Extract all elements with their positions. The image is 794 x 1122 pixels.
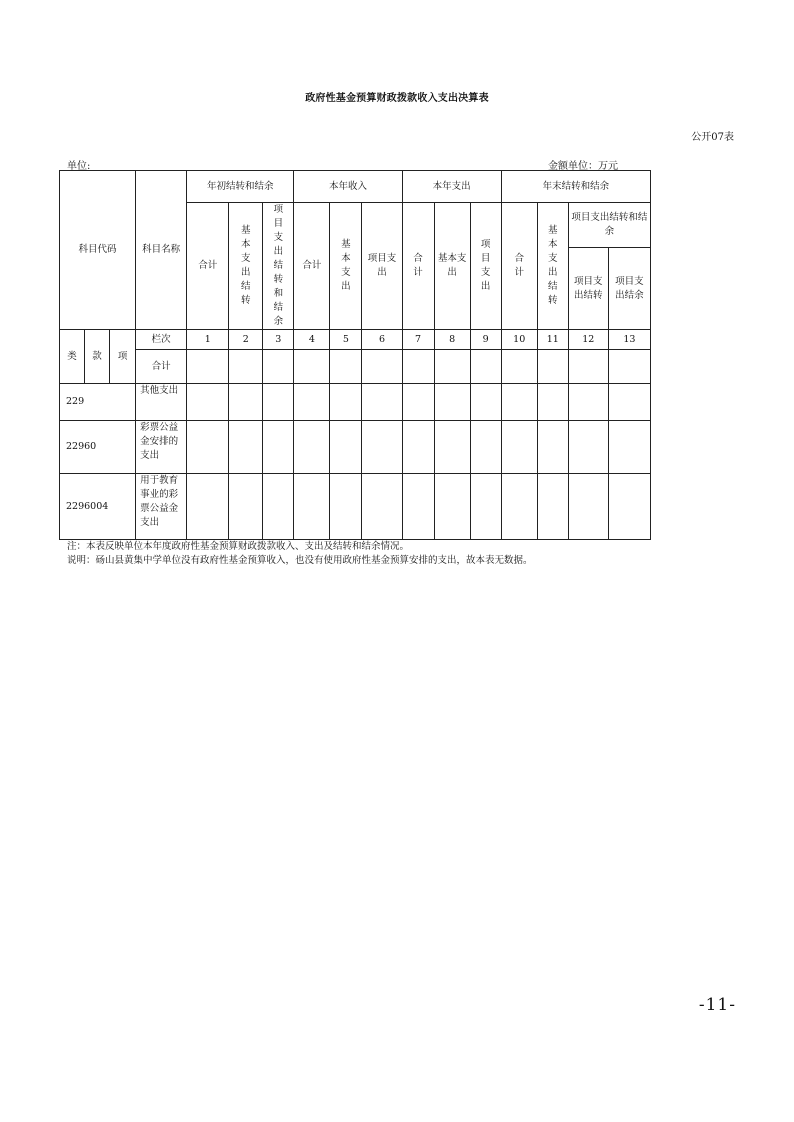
total-cell <box>470 350 501 384</box>
data-cell <box>434 384 470 421</box>
data-cell <box>568 474 608 540</box>
data-cell <box>537 474 568 540</box>
form-number: 公开07表 <box>691 132 734 143</box>
column-no: 8 <box>434 330 470 350</box>
header-end-project-surplus: 项目支出结余 <box>608 248 650 330</box>
notes <box>67 540 533 568</box>
data-cell <box>501 474 537 540</box>
data-cell <box>537 421 568 474</box>
data-cell <box>187 421 229 474</box>
header-group-expense: 本年支出 <box>402 171 501 203</box>
data-cell <box>263 384 294 421</box>
total-cell <box>434 350 470 384</box>
data-cell <box>263 421 294 474</box>
row-code: 2296004 <box>60 474 136 540</box>
total-cell <box>537 350 568 384</box>
header-expense-project: 项目支出 <box>470 203 501 330</box>
header-end-project-carry: 项目支出结转 <box>568 248 608 330</box>
total-cell <box>187 350 229 384</box>
header-subject-name: 科目名称 <box>136 171 187 330</box>
data-cell <box>434 474 470 540</box>
data-cell <box>470 384 501 421</box>
header-group-end: 年末结转和结余 <box>501 171 650 203</box>
total-cell <box>608 350 650 384</box>
header-begin-project: 项目支出结转和结余 <box>263 203 294 330</box>
report-table <box>59 170 651 540</box>
data-cell <box>501 421 537 474</box>
header-expense-total: 合计 <box>402 203 434 330</box>
column-no: 11 <box>537 330 568 350</box>
header-lei: 类 <box>60 330 85 384</box>
total-cell <box>501 350 537 384</box>
data-cell <box>402 421 434 474</box>
column-no: 5 <box>330 330 362 350</box>
header-end-basic: 基本支出结转 <box>537 203 568 330</box>
header-begin-basic: 基本支出结转 <box>229 203 263 330</box>
data-cell <box>537 384 568 421</box>
header-kuan: 款 <box>85 330 110 384</box>
data-cell <box>294 474 330 540</box>
table-row <box>60 421 651 474</box>
total-cell <box>294 350 330 384</box>
row-code: 229 <box>60 384 136 421</box>
data-cell <box>294 384 330 421</box>
total-cell <box>263 350 294 384</box>
page-number: -11- <box>698 995 736 1015</box>
total-cell <box>362 350 402 384</box>
unit-label: 单位: <box>67 161 91 172</box>
header-income-basic: 基本支出 <box>330 203 362 330</box>
note-explanation: 说明：砀山县黄集中学单位没有政府性基金预算收入，也没有使用政府性基金预算安排的支出，故本表无数据。 <box>67 555 533 566</box>
header-end-total: 合计 <box>501 203 537 330</box>
data-cell <box>402 384 434 421</box>
data-cell <box>470 421 501 474</box>
table-row <box>60 384 651 421</box>
total-cell <box>568 350 608 384</box>
amount-unit: 金额单位：万元 <box>548 161 618 172</box>
total-cell <box>229 350 263 384</box>
column-no: 6 <box>362 330 402 350</box>
row-name: 其他支出 <box>136 384 187 421</box>
data-cell <box>608 421 650 474</box>
row-code: 22960 <box>60 421 136 474</box>
table-row <box>60 474 651 540</box>
data-cell <box>229 474 263 540</box>
data-cell <box>229 421 263 474</box>
data-cell <box>434 421 470 474</box>
column-no: 9 <box>470 330 501 350</box>
total-cell <box>330 350 362 384</box>
report-title: 政府性基金预算财政拨款收入支出决算表 <box>305 93 489 104</box>
column-no: 12 <box>568 330 608 350</box>
data-cell <box>294 421 330 474</box>
header-xiang: 项 <box>110 330 136 384</box>
total-row-label: 合计 <box>136 350 187 384</box>
column-no-label: 栏次 <box>136 330 187 350</box>
data-cell <box>402 474 434 540</box>
data-cell <box>187 474 229 540</box>
data-cell <box>608 474 650 540</box>
column-no: 2 <box>229 330 263 350</box>
data-cell <box>470 474 501 540</box>
header-subject-code: 科目代码 <box>60 171 136 330</box>
data-cell <box>330 384 362 421</box>
header-group-begin: 年初结转和结余 <box>187 171 294 203</box>
column-no: 10 <box>501 330 537 350</box>
column-no: 7 <box>402 330 434 350</box>
column-no: 4 <box>294 330 330 350</box>
data-cell <box>501 384 537 421</box>
data-cell <box>568 421 608 474</box>
data-cell <box>362 421 402 474</box>
column-no: 13 <box>608 330 650 350</box>
column-no: 1 <box>187 330 229 350</box>
total-cell <box>402 350 434 384</box>
data-cell <box>362 384 402 421</box>
data-cell <box>608 384 650 421</box>
row-name: 用于教育事业的彩票公益金支出 <box>136 474 187 540</box>
column-no: 3 <box>263 330 294 350</box>
header-group-income: 本年收入 <box>294 171 402 203</box>
data-cell <box>568 384 608 421</box>
data-cell <box>187 384 229 421</box>
data-cell <box>229 384 263 421</box>
note-scope: 注：本表反映单位本年度政府性基金预算财政拨款收入、支出及结转和结余情况。 <box>67 541 410 552</box>
header-expense-basic: 基本支出 <box>434 203 470 330</box>
header-begin-total: 合计 <box>187 203 229 330</box>
row-name: 彩票公益金安排的支出 <box>136 421 187 474</box>
header-income-total: 合计 <box>294 203 330 330</box>
data-cell <box>330 474 362 540</box>
header-end-project-group: 项目支出结转和结余 <box>568 203 650 248</box>
header-income-project: 项目支出 <box>362 203 402 330</box>
data-cell <box>330 421 362 474</box>
data-cell <box>362 474 402 540</box>
data-cell <box>263 474 294 540</box>
